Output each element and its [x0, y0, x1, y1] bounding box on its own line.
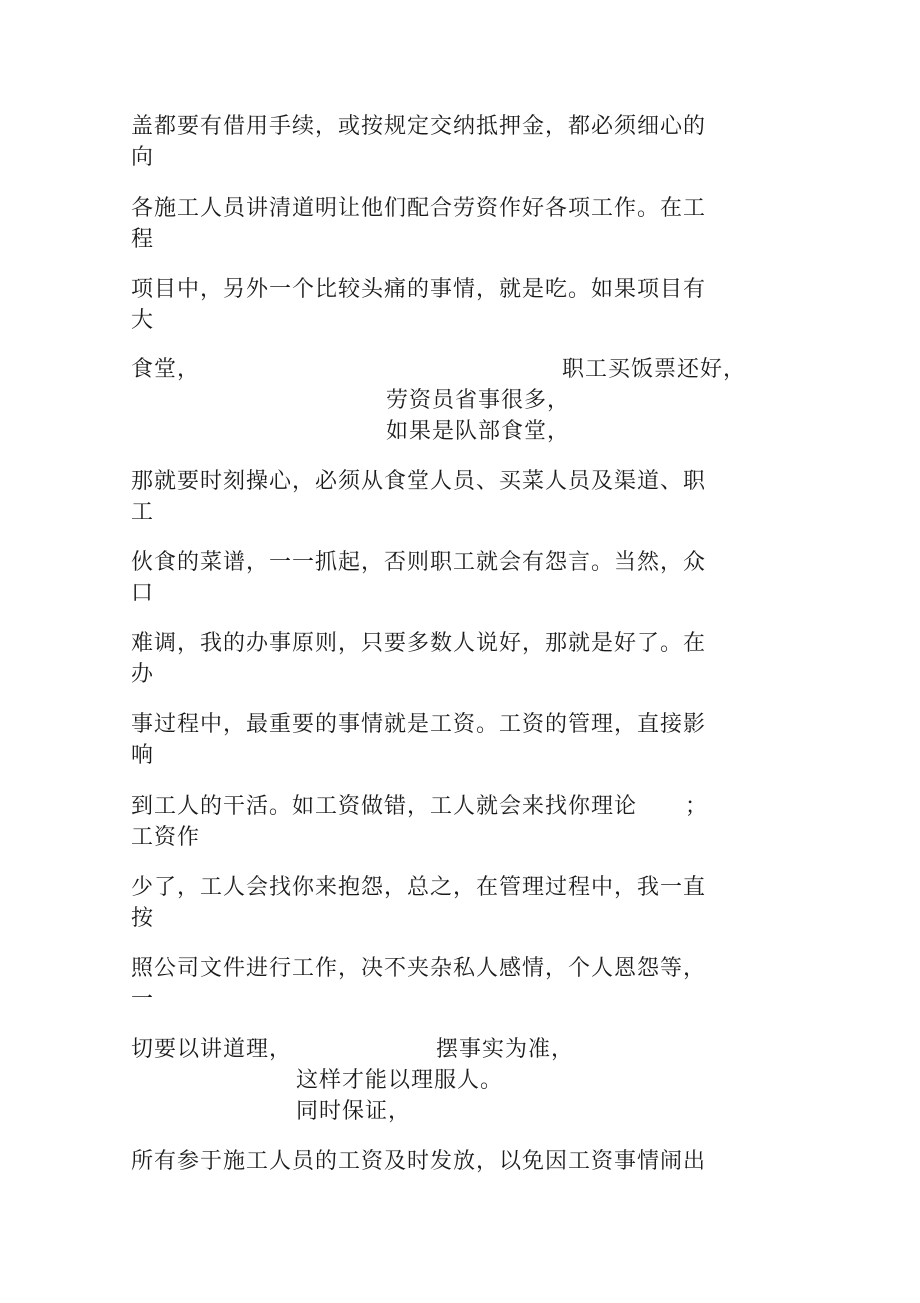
- text-line: 那就要时刻操心，必须从食堂人员、买菜人员及渠道、职: [131, 469, 707, 494]
- text-line: 程: [131, 227, 155, 252]
- text-line: 一: [131, 987, 155, 1012]
- text-line: 少了，工人会找你来抱怨，总之，在管理过程中，我一直: [131, 875, 707, 900]
- text-line: 办: [131, 662, 155, 687]
- text-line: 工资作: [131, 825, 201, 850]
- text-line: 工: [131, 500, 155, 525]
- text-semicolon: ；: [685, 794, 709, 819]
- text-segment-right: 摆事实为准，: [436, 1037, 575, 1062]
- text-line: 按: [131, 906, 155, 931]
- text-line: 到工人的干活。如工资做错，工人就会来找你理论: [131, 794, 638, 819]
- text-segment-left: 切要以讲道理，: [131, 1037, 293, 1062]
- text-segment-middle: 劳资员省事很多，: [386, 388, 571, 413]
- text-segment-right: 职工买饭票还好，: [562, 357, 747, 382]
- text-segment-left: 食堂，: [131, 357, 201, 382]
- text-line: 各施工人员讲清道明让他们配合劳资作好各项工作。在工: [131, 196, 707, 221]
- text-line: 所有参于施工人员的工资及时发放，以免因工资事情闹出: [131, 1149, 707, 1174]
- text-segment-middle: 如果是队部食堂，: [386, 419, 571, 444]
- text-line: 大: [131, 308, 155, 333]
- text-line: 照公司文件进行工作，决不夹杂私人感情，个人恩怨等，: [131, 956, 707, 981]
- text-segment-middle: 同时保证，: [296, 1099, 412, 1124]
- text-line: 向: [131, 145, 155, 170]
- text-line: 响: [131, 743, 155, 768]
- text-line: 口: [131, 581, 155, 606]
- text-segment-middle: 这样才能以理服人。: [296, 1068, 504, 1093]
- text-line: 事过程中，最重要的事情就是工资。工资的管理，直接影: [131, 712, 707, 737]
- text-line: 项目中，另外一个比较头痛的事情，就是吃。如果项目有: [131, 277, 707, 302]
- text-line: 难调，我的办事原则，只要多数人说好，那就是好了。在: [131, 631, 707, 656]
- text-line: 盖都要有借用手续，或按规定交纳抵押金，都必须细心的: [131, 114, 707, 139]
- text-line: 伙食的菜谱，一一抓起，否则职工就会有怨言。当然，众: [131, 550, 707, 575]
